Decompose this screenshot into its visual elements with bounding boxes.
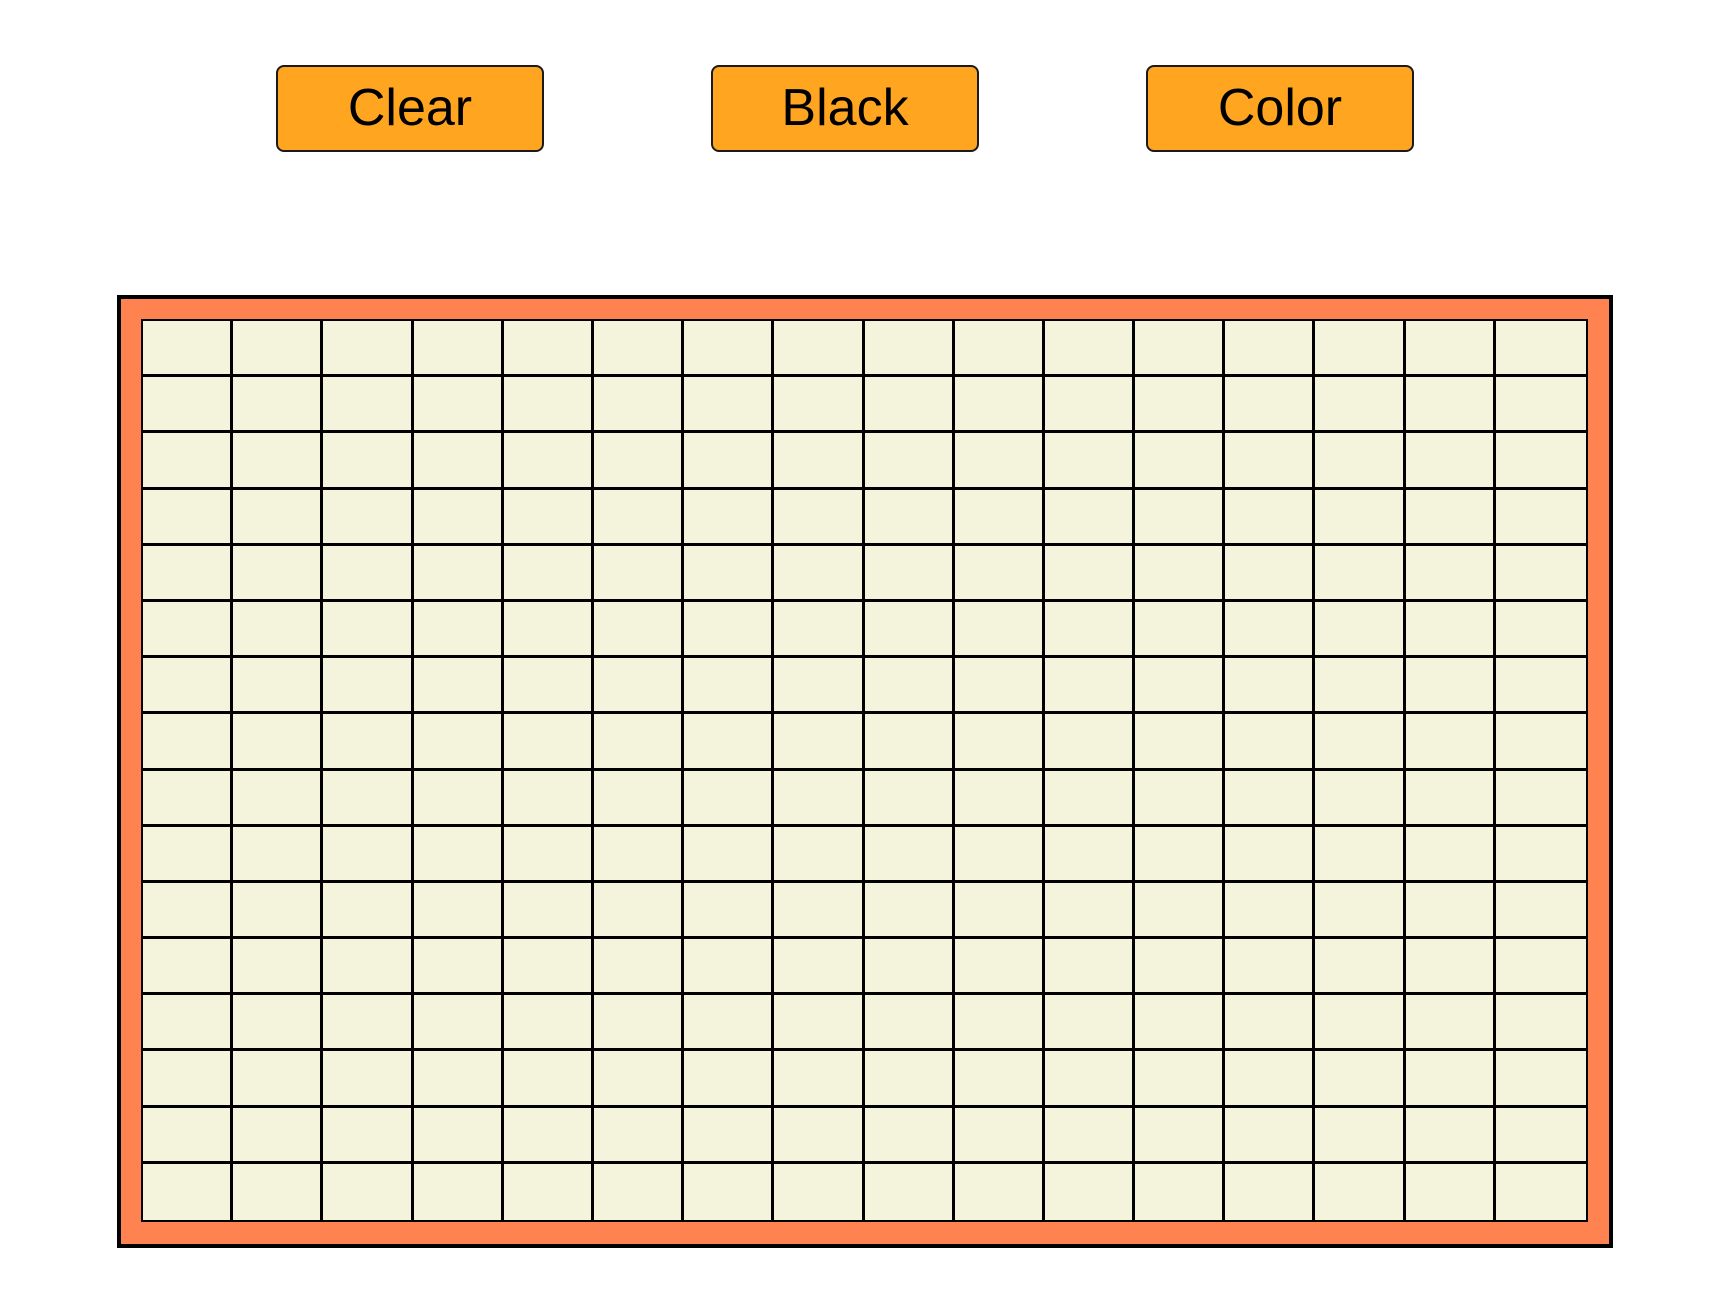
grid-cell[interactable] — [233, 546, 323, 602]
grid-cell[interactable] — [594, 1164, 684, 1220]
grid-cell[interactable] — [1496, 546, 1586, 602]
grid-cell[interactable] — [414, 827, 504, 883]
grid-cell[interactable] — [323, 1164, 413, 1220]
grid-cell[interactable] — [1315, 1108, 1405, 1164]
grid-cell[interactable] — [323, 433, 413, 489]
grid-cell[interactable] — [233, 1164, 323, 1220]
grid-cell[interactable] — [1135, 1108, 1225, 1164]
grid-cell[interactable] — [414, 883, 504, 939]
grid-cell[interactable] — [1135, 827, 1225, 883]
grid-cell[interactable] — [865, 1051, 955, 1107]
grid-cell[interactable] — [594, 658, 684, 714]
grid-cell[interactable] — [684, 995, 774, 1051]
grid-cell[interactable] — [1315, 995, 1405, 1051]
grid-cell[interactable] — [865, 1108, 955, 1164]
grid-cell[interactable] — [1045, 771, 1135, 827]
grid-cell[interactable] — [774, 490, 864, 546]
grid-cell[interactable] — [1135, 602, 1225, 658]
grid-cell[interactable] — [1225, 771, 1315, 827]
grid-cell[interactable] — [955, 883, 1045, 939]
grid-cell[interactable] — [1496, 1164, 1586, 1220]
grid-cell[interactable] — [955, 771, 1045, 827]
grid-cell[interactable] — [1045, 658, 1135, 714]
grid-cell[interactable] — [1496, 939, 1586, 995]
grid-cell[interactable] — [865, 883, 955, 939]
grid-cell[interactable] — [594, 377, 684, 433]
grid-cell[interactable] — [684, 377, 774, 433]
grid-cell[interactable] — [684, 714, 774, 770]
grid-cell[interactable] — [414, 771, 504, 827]
grid-cell[interactable] — [504, 1051, 594, 1107]
grid-cell[interactable] — [1406, 771, 1496, 827]
grid-cell[interactable] — [955, 714, 1045, 770]
grid-cell[interactable] — [955, 1108, 1045, 1164]
grid-cell[interactable] — [684, 658, 774, 714]
grid-cell[interactable] — [1406, 995, 1496, 1051]
grid-cell[interactable] — [323, 1108, 413, 1164]
grid-cell[interactable] — [143, 321, 233, 377]
grid-cell[interactable] — [594, 827, 684, 883]
grid-cell[interactable] — [1045, 1108, 1135, 1164]
grid-cell[interactable] — [1135, 714, 1225, 770]
grid-cell[interactable] — [1406, 1051, 1496, 1107]
grid-cell[interactable] — [1406, 1164, 1496, 1220]
grid-cell[interactable] — [414, 602, 504, 658]
grid-cell[interactable] — [323, 883, 413, 939]
grid-cell[interactable] — [955, 321, 1045, 377]
grid-cell[interactable] — [955, 939, 1045, 995]
grid-cell[interactable] — [233, 827, 323, 883]
grid-cell[interactable] — [414, 658, 504, 714]
grid-cell[interactable] — [323, 714, 413, 770]
grid-cell[interactable] — [1225, 490, 1315, 546]
grid-cell[interactable] — [233, 490, 323, 546]
grid-cell[interactable] — [865, 827, 955, 883]
grid-cell[interactable] — [1045, 1051, 1135, 1107]
black-button[interactable]: Black — [711, 65, 979, 152]
grid-cell[interactable] — [774, 1108, 864, 1164]
grid-cell[interactable] — [1406, 546, 1496, 602]
grid-cell[interactable] — [504, 490, 594, 546]
grid-cell[interactable] — [504, 602, 594, 658]
grid-cell[interactable] — [1406, 827, 1496, 883]
grid-cell[interactable] — [414, 1164, 504, 1220]
grid-cell[interactable] — [1496, 883, 1586, 939]
grid-cell[interactable] — [143, 1108, 233, 1164]
grid-cell[interactable] — [1315, 321, 1405, 377]
grid-cell[interactable] — [323, 995, 413, 1051]
grid-cell[interactable] — [1496, 827, 1586, 883]
grid-cell[interactable] — [1045, 939, 1135, 995]
grid-cell[interactable] — [323, 939, 413, 995]
grid-cell[interactable] — [143, 883, 233, 939]
grid-cell[interactable] — [414, 1051, 504, 1107]
grid-cell[interactable] — [414, 321, 504, 377]
grid-cell[interactable] — [504, 771, 594, 827]
grid-cell[interactable] — [684, 771, 774, 827]
grid-cell[interactable] — [1045, 490, 1135, 546]
grid-cell[interactable] — [1135, 1164, 1225, 1220]
grid-cell[interactable] — [1496, 321, 1586, 377]
grid-cell[interactable] — [233, 433, 323, 489]
grid-cell[interactable] — [414, 939, 504, 995]
grid-cell[interactable] — [594, 321, 684, 377]
grid-cell[interactable] — [955, 377, 1045, 433]
grid-cell[interactable] — [504, 1108, 594, 1164]
grid-cell[interactable] — [414, 433, 504, 489]
grid-cell[interactable] — [323, 1051, 413, 1107]
grid-cell[interactable] — [594, 883, 684, 939]
grid-cell[interactable] — [1225, 883, 1315, 939]
grid-cell[interactable] — [774, 827, 864, 883]
grid-cell[interactable] — [865, 321, 955, 377]
grid-cell[interactable] — [1045, 995, 1135, 1051]
grid-cell[interactable] — [1496, 714, 1586, 770]
clear-button[interactable]: Clear — [276, 65, 544, 152]
grid-cell[interactable] — [865, 771, 955, 827]
grid-cell[interactable] — [1225, 602, 1315, 658]
grid-cell[interactable] — [774, 1164, 864, 1220]
grid-cell[interactable] — [1135, 995, 1225, 1051]
grid-cell[interactable] — [594, 602, 684, 658]
grid-cell[interactable] — [1135, 883, 1225, 939]
grid-cell[interactable] — [1406, 714, 1496, 770]
grid-cell[interactable] — [1225, 546, 1315, 602]
grid-cell[interactable] — [233, 714, 323, 770]
grid-cell[interactable] — [1135, 1051, 1225, 1107]
grid-cell[interactable] — [1225, 1108, 1315, 1164]
grid-cell[interactable] — [1406, 939, 1496, 995]
grid-cell[interactable] — [323, 546, 413, 602]
grid-cell[interactable] — [955, 658, 1045, 714]
grid-cell[interactable] — [323, 602, 413, 658]
grid-cell[interactable] — [143, 602, 233, 658]
grid-cell[interactable] — [1045, 827, 1135, 883]
grid-cell[interactable] — [414, 995, 504, 1051]
grid-cell[interactable] — [1045, 546, 1135, 602]
grid-cell[interactable] — [1135, 377, 1225, 433]
grid-cell[interactable] — [504, 827, 594, 883]
grid-cell[interactable] — [594, 433, 684, 489]
grid-cell[interactable] — [143, 995, 233, 1051]
grid-cell[interactable] — [233, 1108, 323, 1164]
grid-cell[interactable] — [865, 939, 955, 995]
grid-cell[interactable] — [1496, 602, 1586, 658]
grid-cell[interactable] — [1406, 1108, 1496, 1164]
grid-cell[interactable] — [1315, 1051, 1405, 1107]
grid-cell[interactable] — [504, 546, 594, 602]
grid-cell[interactable] — [414, 490, 504, 546]
grid-cell[interactable] — [414, 1108, 504, 1164]
grid-cell[interactable] — [684, 490, 774, 546]
grid-cell[interactable] — [1045, 377, 1135, 433]
grid-cell[interactable] — [684, 939, 774, 995]
grid-cell[interactable] — [1406, 377, 1496, 433]
grid-cell[interactable] — [233, 939, 323, 995]
grid-cell[interactable] — [594, 771, 684, 827]
grid-cell[interactable] — [684, 1164, 774, 1220]
grid-cell[interactable] — [774, 995, 864, 1051]
grid-cell[interactable] — [323, 827, 413, 883]
grid-cell[interactable] — [1315, 714, 1405, 770]
grid-cell[interactable] — [1225, 995, 1315, 1051]
grid-cell[interactable] — [504, 939, 594, 995]
grid-cell[interactable] — [233, 771, 323, 827]
grid-cell[interactable] — [143, 1051, 233, 1107]
grid-cell[interactable] — [143, 433, 233, 489]
grid-cell[interactable] — [1315, 433, 1405, 489]
grid-cell[interactable] — [774, 546, 864, 602]
grid-cell[interactable] — [143, 714, 233, 770]
grid-cell[interactable] — [594, 1108, 684, 1164]
grid-cell[interactable] — [504, 433, 594, 489]
grid-cell[interactable] — [1496, 658, 1586, 714]
grid-cell[interactable] — [233, 995, 323, 1051]
grid-cell[interactable] — [865, 490, 955, 546]
grid-cell[interactable] — [504, 377, 594, 433]
grid-cell[interactable] — [1315, 546, 1405, 602]
sketch-board-frame — [117, 295, 1613, 1248]
grid-cell[interactable] — [1135, 658, 1225, 714]
grid-cell[interactable] — [1406, 883, 1496, 939]
grid-cell[interactable] — [774, 883, 864, 939]
grid-cell[interactable] — [1225, 658, 1315, 714]
grid-cell[interactable] — [774, 771, 864, 827]
grid-cell[interactable] — [233, 377, 323, 433]
grid-cell[interactable] — [1045, 714, 1135, 770]
grid-cell[interactable] — [143, 377, 233, 433]
grid-cell[interactable] — [955, 602, 1045, 658]
grid-cell[interactable] — [323, 658, 413, 714]
grid-cell[interactable] — [1225, 377, 1315, 433]
grid-cell[interactable] — [233, 1051, 323, 1107]
grid-cell[interactable] — [1225, 1051, 1315, 1107]
grid-cell[interactable] — [143, 658, 233, 714]
grid-cell[interactable] — [1135, 433, 1225, 489]
grid-cell[interactable] — [1135, 771, 1225, 827]
grid-cell[interactable] — [323, 377, 413, 433]
grid-cell[interactable] — [594, 939, 684, 995]
grid-cell[interactable] — [323, 321, 413, 377]
grid-cell[interactable] — [594, 714, 684, 770]
grid-cell[interactable] — [1045, 433, 1135, 489]
color-button[interactable]: Color — [1146, 65, 1414, 152]
grid-cell[interactable] — [233, 602, 323, 658]
grid-cell[interactable] — [865, 546, 955, 602]
grid-cell[interactable] — [774, 1051, 864, 1107]
grid-cell[interactable] — [1496, 1051, 1586, 1107]
grid-cell[interactable] — [323, 771, 413, 827]
grid-cell[interactable] — [1045, 883, 1135, 939]
grid-cell[interactable] — [774, 602, 864, 658]
grid-cell[interactable] — [865, 658, 955, 714]
grid-cell[interactable] — [1225, 714, 1315, 770]
grid-cell[interactable] — [1045, 602, 1135, 658]
grid-cell[interactable] — [1045, 1164, 1135, 1220]
grid-cell[interactable] — [865, 1164, 955, 1220]
grid-cell[interactable] — [414, 377, 504, 433]
grid-cell[interactable] — [1225, 1164, 1315, 1220]
grid-cell[interactable] — [414, 714, 504, 770]
grid-cell[interactable] — [1045, 321, 1135, 377]
grid-cell[interactable] — [143, 939, 233, 995]
grid-cell[interactable] — [594, 490, 684, 546]
grid-cell[interactable] — [684, 1108, 774, 1164]
grid-cell[interactable] — [774, 377, 864, 433]
grid-cell[interactable] — [1135, 939, 1225, 995]
grid-cell[interactable] — [1315, 377, 1405, 433]
grid-cell[interactable] — [1225, 433, 1315, 489]
grid-cell[interactable] — [684, 433, 774, 489]
grid-cell[interactable] — [1406, 490, 1496, 546]
grid-cell[interactable] — [774, 321, 864, 377]
grid-cell[interactable] — [1315, 939, 1405, 995]
grid-cell[interactable] — [955, 1164, 1045, 1220]
grid-cell[interactable] — [1315, 771, 1405, 827]
grid-cell[interactable] — [1225, 321, 1315, 377]
grid-cell[interactable] — [1315, 602, 1405, 658]
grid-cell[interactable] — [1406, 433, 1496, 489]
grid-cell[interactable] — [504, 321, 594, 377]
grid-cell[interactable] — [323, 490, 413, 546]
grid-cell[interactable] — [1315, 490, 1405, 546]
grid-cell[interactable] — [1135, 490, 1225, 546]
grid-cell[interactable] — [1496, 771, 1586, 827]
grid-cell[interactable] — [504, 883, 594, 939]
grid-cell[interactable] — [504, 1164, 594, 1220]
grid-cell[interactable] — [1315, 883, 1405, 939]
grid-cell[interactable] — [143, 771, 233, 827]
grid-cell[interactable] — [955, 1051, 1045, 1107]
grid-cell[interactable] — [955, 490, 1045, 546]
grid-cell[interactable] — [955, 546, 1045, 602]
grid-cell[interactable] — [414, 546, 504, 602]
grid-cell[interactable] — [684, 827, 774, 883]
grid-cell[interactable] — [955, 433, 1045, 489]
grid-cell[interactable] — [233, 658, 323, 714]
grid-cell[interactable] — [1406, 658, 1496, 714]
grid-cell[interactable] — [1496, 995, 1586, 1051]
grid-cell[interactable] — [684, 546, 774, 602]
grid-cell[interactable] — [684, 1051, 774, 1107]
grid-cell[interactable] — [1406, 602, 1496, 658]
grid-cell[interactable] — [684, 883, 774, 939]
grid-cell[interactable] — [1135, 546, 1225, 602]
grid-cell[interactable] — [143, 827, 233, 883]
grid-cell[interactable] — [1406, 321, 1496, 377]
grid-cell[interactable] — [774, 658, 864, 714]
grid-cell[interactable] — [1135, 321, 1225, 377]
grid-cell[interactable] — [594, 1051, 684, 1107]
grid-cell[interactable] — [1315, 827, 1405, 883]
grid-cell[interactable] — [1315, 1164, 1405, 1220]
grid-cell[interactable] — [233, 321, 323, 377]
grid-cell[interactable] — [1496, 433, 1586, 489]
grid-cell[interactable] — [865, 995, 955, 1051]
grid-cell[interactable] — [143, 546, 233, 602]
grid-cell[interactable] — [774, 939, 864, 995]
grid-cell[interactable] — [865, 433, 955, 489]
grid-cell[interactable] — [233, 883, 323, 939]
grid-cell[interactable] — [504, 714, 594, 770]
grid-cell[interactable] — [1225, 939, 1315, 995]
grid-cell[interactable] — [143, 1164, 233, 1220]
sketch-grid[interactable] — [141, 319, 1588, 1222]
grid-cell[interactable] — [774, 433, 864, 489]
grid-cell[interactable] — [143, 490, 233, 546]
grid-cell[interactable] — [504, 658, 594, 714]
grid-cell[interactable] — [594, 995, 684, 1051]
grid-cell[interactable] — [774, 714, 864, 770]
grid-cell[interactable] — [955, 827, 1045, 883]
grid-cell[interactable] — [684, 602, 774, 658]
grid-cell[interactable] — [865, 377, 955, 433]
grid-cell[interactable] — [865, 714, 955, 770]
grid-cell[interactable] — [1496, 377, 1586, 433]
grid-cell[interactable] — [684, 321, 774, 377]
grid-cell[interactable] — [955, 995, 1045, 1051]
grid-cell[interactable] — [865, 602, 955, 658]
grid-cell[interactable] — [1225, 827, 1315, 883]
grid-cell[interactable] — [1496, 1108, 1586, 1164]
grid-cell[interactable] — [594, 546, 684, 602]
grid-cell[interactable] — [1315, 658, 1405, 714]
grid-cell[interactable] — [504, 995, 594, 1051]
grid-cell[interactable] — [1496, 490, 1586, 546]
